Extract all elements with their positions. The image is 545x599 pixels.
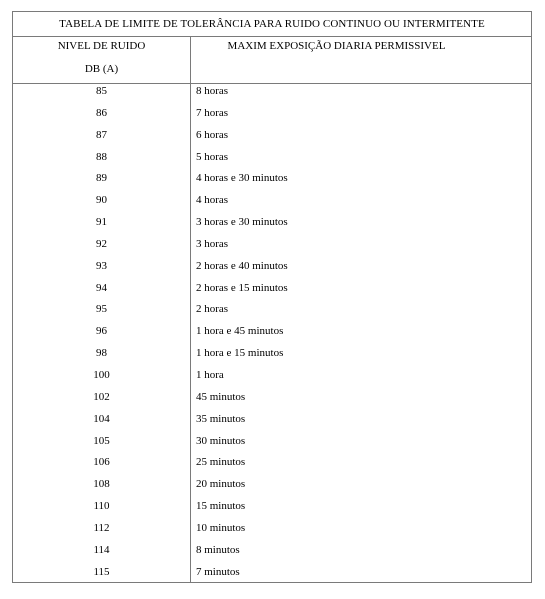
noise-level-cell: 93 <box>96 259 107 272</box>
max-exposure-cell: 8 horas <box>196 85 229 97</box>
noise-level-cell: 114 <box>93 543 110 556</box>
noise-level-cell: 106 <box>93 456 110 469</box>
max-exposure-cell: 45 minutos <box>196 390 246 403</box>
noise-level-cell: 91 <box>96 216 107 229</box>
table-row <box>13 390 531 412</box>
table-row <box>13 84 531 106</box>
table-row <box>13 565 531 587</box>
max-exposure-cell: 1 hora e 15 minutos <box>196 347 284 360</box>
table-row <box>13 543 531 565</box>
max-exposure-cell: 10 minutos <box>196 521 246 534</box>
max-exposure-cell: 2 horas e 40 minutos <box>196 259 288 272</box>
table-row <box>13 128 531 150</box>
table-row <box>13 412 531 434</box>
max-exposure-cell: 7 horas <box>196 106 229 119</box>
max-exposure-cell: 2 horas <box>196 303 229 316</box>
noise-level-cell: 104 <box>93 412 110 425</box>
max-exposure-cell: 1 hora <box>196 368 224 381</box>
table-row <box>13 237 531 259</box>
table-row <box>13 455 531 477</box>
max-exposure-cell: 3 horas e 30 minutos <box>196 216 288 229</box>
noise-level-cell: 110 <box>93 500 110 513</box>
table-row <box>13 259 531 281</box>
table-row <box>13 171 531 193</box>
noise-level-cell: 98 <box>96 347 107 360</box>
max-exposure-cell: 6 horas <box>196 128 229 141</box>
table-row <box>13 302 531 324</box>
max-exposure-cell: 4 horas e 30 minutos <box>196 172 288 185</box>
noise-level-cell: 102 <box>93 390 110 403</box>
header-noise-unit: DB (A) <box>84 63 119 75</box>
noise-level-cell: 86 <box>96 106 107 119</box>
max-exposure-cell: 1 hora e 45 minutos <box>196 325 284 338</box>
max-exposure-cell: 5 horas <box>196 150 229 163</box>
noise-level-cell: 90 <box>96 194 107 207</box>
table-row <box>13 150 531 172</box>
noise-level-cell: 105 <box>93 434 110 447</box>
max-exposure-cell: 25 minutos <box>196 456 246 469</box>
noise-level-cell: 115 <box>93 565 110 578</box>
noise-level-cell: 96 <box>96 325 107 338</box>
table-row <box>13 521 531 543</box>
table-row <box>13 346 531 368</box>
noise-level-cell: 108 <box>93 478 110 491</box>
max-exposure-cell: 2 horas e 15 minutos <box>196 281 288 294</box>
max-exposure-cell: 7 minutos <box>196 565 240 578</box>
table-row <box>13 106 531 128</box>
noise-tolerance-table <box>12 11 532 583</box>
max-exposure-cell: 20 minutos <box>196 478 246 491</box>
noise-level-cell: 100 <box>93 368 110 381</box>
table-row <box>13 193 531 215</box>
noise-level-cell: 95 <box>96 303 107 316</box>
table-row <box>13 324 531 346</box>
max-exposure-cell: 30 minutos <box>196 434 246 447</box>
noise-level-cell: 85 <box>96 85 107 97</box>
max-exposure-cell: 4 horas <box>196 194 229 207</box>
table-row <box>13 215 531 237</box>
header-max-exposure: MAXIM EXPOSIÇÃO DIARIA PERMISSIVEL <box>227 40 446 52</box>
max-exposure-cell: 15 minutos <box>196 500 246 513</box>
max-exposure-cell: 8 minutos <box>196 543 240 556</box>
header-noise-level: NIVEL DE RUIDO <box>57 40 146 52</box>
table-row <box>13 434 531 456</box>
max-exposure-cell: 3 horas <box>196 237 229 250</box>
table-row <box>13 281 531 303</box>
noise-level-cell: 92 <box>96 237 107 250</box>
noise-level-cell: 88 <box>96 150 107 163</box>
table-row <box>13 477 531 499</box>
noise-level-cell: 94 <box>96 281 107 294</box>
noise-level-cell: 112 <box>93 521 110 534</box>
table-row <box>13 368 531 390</box>
table-title: TABELA DE LIMITE DE TOLERÂNCIA PARA RUIDO CONTINUO OU INTERMITENTE <box>13 12 531 37</box>
noise-level-cell: 87 <box>96 128 107 141</box>
table-body <box>13 84 531 586</box>
noise-level-cell: 89 <box>96 172 107 185</box>
table-row <box>13 499 531 521</box>
max-exposure-cell: 35 minutos <box>196 412 246 425</box>
